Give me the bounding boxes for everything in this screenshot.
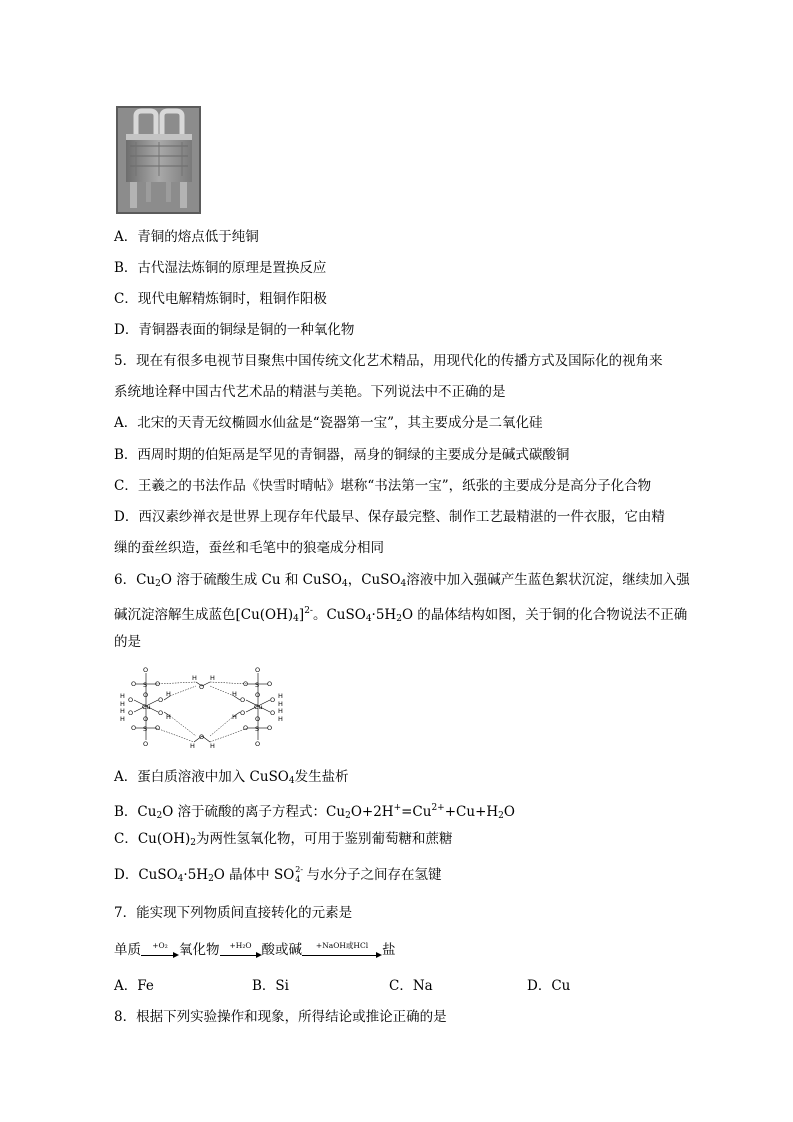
q5-stem-line1: 5．现在有很多电视节目聚焦中国传统文化艺术精品，用现代化的传播方式及国际化的视角来 — [114, 353, 663, 369]
svg-text:O: O — [270, 696, 276, 704]
svg-text:H: H — [120, 692, 125, 700]
q6-option-d: D．$CuSO_4\cdot 5H_2O$ 晶体中 SO 2- 4 与水分子之间存在氢键 — [114, 865, 442, 884]
svg-text:O: O — [143, 666, 149, 674]
svg-text:O: O — [199, 683, 205, 691]
q4-option-a: A．青铜的熔点低于纯铜 — [114, 229, 259, 245]
svg-text:H: H — [120, 715, 125, 723]
q7-option-c: C．Na — [389, 978, 433, 994]
q5-option-d-cont: 缫的蚕丝织造，蚕丝和毛笔中的狼毫成分相同 — [114, 540, 384, 556]
arrow-oxygen: +O₂ — [141, 950, 179, 959]
svg-text:H: H — [278, 700, 283, 708]
svg-text:H: H — [166, 713, 171, 721]
svg-text:O: O — [240, 696, 246, 704]
bronze-vessel-photo — [116, 106, 201, 214]
svg-text:O: O — [255, 715, 261, 723]
svg-text:H: H — [190, 742, 195, 750]
svg-text:O: O — [255, 666, 261, 674]
svg-text:H: H — [232, 713, 237, 721]
q4-option-d: D．青铜器表面的铜绿是铜的一种氧化物 — [114, 322, 355, 338]
q6-stem-line2: 碱沉淀溶解生成蓝色$[Cu(OH)_4]^{2-}$。$CuSO_4\cdot 5H_2O$ 的晶体结构如图，关于铜的化合物说法不正确 — [114, 606, 688, 624]
svg-text:O: O — [128, 696, 134, 704]
q5-option-d: D．西汉素纱禅衣是世界上现存年代最早、保存最完整、制作工艺最精湛的一件衣服，它由精 — [114, 509, 665, 525]
svg-text:O: O — [143, 715, 149, 723]
svg-text:H: H — [278, 707, 283, 715]
svg-text:O: O — [243, 680, 249, 688]
q7-options — [114, 977, 674, 995]
svg-text:H: H — [210, 742, 215, 750]
svg-text:O: O — [243, 724, 249, 732]
svg-text:H: H — [278, 692, 283, 700]
q4-option-c: C．现代电解精炼铜时，粗铜作阳极 — [114, 291, 327, 307]
svg-text:O: O — [255, 740, 261, 748]
svg-text:O: O — [131, 680, 137, 688]
svg-text:H: H — [166, 690, 171, 698]
arrow-water: +H₂O — [220, 950, 262, 959]
svg-text:S: S — [255, 725, 260, 733]
svg-text:O: O — [158, 709, 164, 717]
q5-option-c: C．王羲之的书法作品《快雪时晴帖》堪称“书法第一宝”，纸张的主要成分是高分子化合物 — [114, 478, 652, 494]
svg-text:H: H — [278, 715, 283, 723]
q7-option-b: B．Si — [252, 978, 289, 994]
svg-text:O: O — [267, 724, 273, 732]
svg-text:S: S — [255, 681, 260, 689]
chain-oxide: 氧化物 — [179, 942, 220, 958]
svg-text:O: O — [270, 709, 276, 717]
cuso4-crystal-structure-diagram — [110, 656, 315, 756]
svg-text:S: S — [143, 681, 148, 689]
svg-text:O: O — [143, 691, 149, 699]
svg-text:O: O — [158, 696, 164, 704]
q4-option-b: B．古代湿法炼铜的原理是置换反应 — [114, 260, 327, 276]
q5-option-b: B．西周时期的伯矩鬲是罕见的青铜器，鬲身的铜绿的主要成分是碱式碳酸铜 — [114, 447, 570, 463]
svg-text:H: H — [232, 690, 237, 698]
svg-text:H: H — [120, 707, 125, 715]
svg-text:O: O — [155, 724, 161, 732]
svg-text:O: O — [143, 740, 149, 748]
q6-option-b: B．$Cu_2O$ 溶于硫酸的离子方程式：$Cu_2O+2H^+=Cu^{2+}+Cu+H_2O$ — [114, 803, 515, 821]
svg-text:O: O — [131, 724, 137, 732]
q7-conversion-chain — [114, 941, 396, 959]
svg-text:O: O — [128, 709, 134, 717]
chain-elemental: 单质 — [114, 942, 141, 958]
q6-stem-line1: 6．$Cu_2O$ 溶于硫酸生成 Cu 和 CuSO$_4$，CuSO$_4$溶液中加入强碱产生蓝色絮状沉淀，继续加入强 — [114, 572, 690, 589]
svg-text:O: O — [199, 733, 205, 741]
svg-text:H: H — [120, 700, 125, 708]
svg-text:O: O — [255, 691, 261, 699]
q8-stem: 8．根据下列实验操作和现象，所得结论或推论正确的是 — [114, 1009, 447, 1025]
svg-text:O: O — [240, 709, 246, 717]
svg-text:Cu: Cu — [142, 703, 151, 711]
q7-option-a: A．Fe — [114, 978, 154, 994]
q6-option-c: C．$Cu(OH)_2$为两性氢氧化物，可用于鉴别葡萄糖和蔗糖 — [114, 831, 453, 848]
svg-text:H: H — [210, 674, 215, 682]
q7-stem: 7．能实现下列物质间直接转化的元素是 — [114, 905, 353, 921]
arrow-naoh-or-hcl: +NaOH或HCl — [302, 950, 382, 959]
q5-stem-line2: 系统地诠释中国古代艺术品的精湛与美艳。下列说法中不正确的是 — [114, 384, 506, 400]
svg-text:S: S — [143, 725, 148, 733]
q6-stem-line3: 的是 — [114, 634, 141, 650]
q5-option-a: A．北宋的天青无纹椭圆水仙盆是“瓷器第一宝”，其主要成分是二氧化硅 — [114, 415, 543, 431]
svg-text:O: O — [267, 680, 273, 688]
chain-salt: 盐 — [382, 942, 396, 958]
svg-text:H: H — [192, 674, 197, 682]
q7-option-d: D．Cu — [527, 978, 571, 994]
svg-text:Cu: Cu — [254, 703, 263, 711]
svg-text:O: O — [155, 680, 161, 688]
chain-acid-or-base: 酸或碱 — [261, 942, 302, 958]
q6-option-a: A．蛋白质溶液中加入 CuSO$_4$发生盐析 — [114, 769, 349, 786]
